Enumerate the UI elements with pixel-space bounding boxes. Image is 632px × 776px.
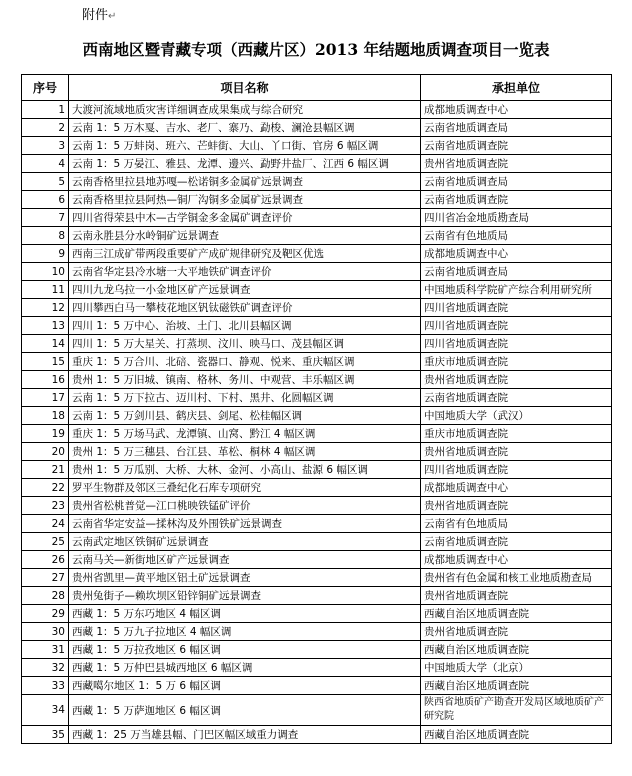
responsible-unit: 中国地质大学（武汉） (421, 407, 612, 425)
table-row (22, 605, 612, 623)
project-name: 贵州兔街子—赖坎坝区铅锌铜矿远景调查 (69, 587, 421, 605)
table-header-row (22, 75, 612, 101)
row-number: 21 (22, 461, 69, 479)
row-number: 30 (22, 623, 69, 641)
project-name: 西藏 1：5 万九子拉地区 4 幅区调 (69, 623, 421, 641)
table-row (22, 533, 612, 551)
responsible-unit: 云南省有色地质局 (421, 227, 612, 245)
responsible-unit: 中国地质大学（北京） (421, 659, 612, 677)
table-row (22, 659, 612, 677)
row-number: 6 (22, 191, 69, 209)
project-name: 贵州省松桃普觉—江口桃映铁锰矿评价 (69, 497, 421, 515)
row-number: 1 (22, 101, 69, 119)
table-row (22, 101, 612, 119)
project-table (21, 74, 612, 744)
project-name: 大渡河流域地质灾害详细调查成果集成与综合研究 (69, 101, 421, 119)
responsible-unit: 贵州省地质调查院 (421, 623, 612, 641)
responsible-unit: 重庆市地质调查院 (421, 353, 612, 371)
row-number: 2 (22, 119, 69, 137)
table-row (22, 623, 612, 641)
row-number: 20 (22, 443, 69, 461)
row-number: 5 (22, 173, 69, 191)
responsible-unit: 四川省地质调查院 (421, 335, 612, 353)
table-row (22, 425, 612, 443)
responsible-unit: 贵州省地质调查院 (421, 371, 612, 389)
row-number: 24 (22, 515, 69, 533)
row-number: 9 (22, 245, 69, 263)
row-number: 12 (22, 299, 69, 317)
project-name: 云南 1：5 万蚌岗、班六、芒蚌街、大山、丫口街、官房 6 幅区调 (69, 137, 421, 155)
project-name: 四川九龙乌拉一小金地区矿产远景调查 (69, 281, 421, 299)
project-name: 四川 1：5 万中心、治坡、土门、北川县幅区调 (69, 317, 421, 335)
row-number: 35 (22, 726, 69, 744)
project-name: 西南三江成矿带两段重要矿产成矿规律研究及靶区优选 (69, 245, 421, 263)
row-number: 26 (22, 551, 69, 569)
row-number: 25 (22, 533, 69, 551)
row-number: 14 (22, 335, 69, 353)
table-row (22, 317, 612, 335)
row-number: 33 (22, 677, 69, 695)
table-row (22, 245, 612, 263)
project-name: 云南 1：5 万木戛、吉水、老厂、寨乃、勐梭、澜沧县幅区调 (69, 119, 421, 137)
table-row (22, 335, 612, 353)
project-name: 四川攀西白马一攀枝花地区钒钛磁铁矿调查评价 (69, 299, 421, 317)
row-number: 17 (22, 389, 69, 407)
project-name: 四川 1：5 万大星关、打蒸坝、汶川、映马口、茂县幅区调 (69, 335, 421, 353)
responsible-unit: 贵州省有色金属和核工业地质勘查局 (421, 569, 612, 587)
table-row (22, 227, 612, 245)
responsible-unit: 云南省地质调查局 (421, 119, 612, 137)
responsible-unit: 四川省地质调查院 (421, 461, 612, 479)
table-row (22, 551, 612, 569)
row-number: 28 (22, 587, 69, 605)
row-number: 7 (22, 209, 69, 227)
table-row (22, 137, 612, 155)
table-row (22, 191, 612, 209)
responsible-unit: 西藏自治区地质调查院 (421, 641, 612, 659)
project-name: 四川省得荣县中木—古学铜金多金属矿调查评价 (69, 209, 421, 227)
table-row (22, 407, 612, 425)
row-number: 29 (22, 605, 69, 623)
responsible-unit: 成都地质调查中心 (421, 245, 612, 263)
project-name: 西藏噶尔地区 1：5 万 6 幅区调 (69, 677, 421, 695)
responsible-unit: 云南省地质调查院 (421, 389, 612, 407)
project-name: 贵州 1：5 万旧城、镇南、格林、务川、中观营、丰乐幅区调 (69, 371, 421, 389)
project-name: 云南永胜县分水岭铜矿远景调查 (69, 227, 421, 245)
row-number: 3 (22, 137, 69, 155)
project-name: 云南省华定安益—揉林沟及外围铁矿远景调查 (69, 515, 421, 533)
row-number: 8 (22, 227, 69, 245)
row-number: 15 (22, 353, 69, 371)
table-row (22, 695, 612, 726)
responsible-unit: 四川省地质调查院 (421, 317, 612, 335)
project-name: 西藏 1：5 万拉孜地区 6 幅区调 (69, 641, 421, 659)
responsible-unit: 贵州省地质调查院 (421, 497, 612, 515)
project-name: 云南省华定县冷水塘一大平地铁矿调查评价 (69, 263, 421, 281)
responsible-unit: 云南省地质调查局 (421, 263, 612, 281)
responsible-unit: 成都地质调查中心 (421, 479, 612, 497)
table-row (22, 461, 612, 479)
row-number: 32 (22, 659, 69, 677)
table-row (22, 155, 612, 173)
responsible-unit: 四川省地质调查院 (421, 299, 612, 317)
table-row (22, 263, 612, 281)
project-name: 云南香格里拉县地苏嘎—松诺铜多金属矿远景调查 (69, 173, 421, 191)
project-name: 西藏 1：5 万萨迦地区 6 幅区调 (69, 695, 421, 726)
attachment-label: 附件↵ (82, 8, 117, 23)
table-row (22, 641, 612, 659)
responsible-unit: 四川省冶金地质勘查局 (421, 209, 612, 227)
responsible-unit: 云南省地质调查院 (421, 533, 612, 551)
table-row (22, 371, 612, 389)
row-number: 31 (22, 641, 69, 659)
table-row (22, 209, 612, 227)
responsible-unit: 西藏自治区地质调查院 (421, 726, 612, 744)
row-number: 10 (22, 263, 69, 281)
project-name: 西藏 1：5 万仲巴县城西地区 6 幅区调 (69, 659, 421, 677)
responsible-unit: 中国地质科学院矿产综合利用研究所 (421, 281, 612, 299)
project-name: 云南武定地区铁铜矿远景调查 (69, 533, 421, 551)
project-name: 罗平生物群及邻区三叠纪化石库专项研究 (69, 479, 421, 497)
table-row (22, 173, 612, 191)
responsible-unit: 陕西省地质矿产勘查开发局区域地质矿产研究院 (421, 695, 612, 726)
column-header-no: 序号 (22, 75, 69, 101)
column-header-unit: 承担单位 (421, 75, 612, 101)
row-number: 13 (22, 317, 69, 335)
responsible-unit: 云南省地质调查局 (421, 173, 612, 191)
responsible-unit: 西藏自治区地质调查院 (421, 605, 612, 623)
table-row (22, 497, 612, 515)
row-number: 34 (22, 695, 69, 726)
project-name: 贵州 1：5 万瓜别、大桥、大林、金河、小高山、盐源 6 幅区调 (69, 461, 421, 479)
project-name: 重庆 1：5 万合川、北碚、瓷器口、静观、悦来、重庆幅区调 (69, 353, 421, 371)
project-name: 贵州省凯里—黄平地区铝土矿远景调查 (69, 569, 421, 587)
project-name: 西藏 1：5 万东巧地区 4 幅区调 (69, 605, 421, 623)
row-number: 16 (22, 371, 69, 389)
table-row (22, 515, 612, 533)
project-name: 西藏 1：25 万当雄县幅、门巴区幅区域重力调查 (69, 726, 421, 744)
responsible-unit: 云南省地质调查院 (421, 191, 612, 209)
responsible-unit: 成都地质调查中心 (421, 101, 612, 119)
row-number: 19 (22, 425, 69, 443)
responsible-unit: 贵州省地质调查院 (421, 443, 612, 461)
row-number: 23 (22, 497, 69, 515)
row-number: 11 (22, 281, 69, 299)
project-name: 重庆 1：5 万场马武、龙潭镇、山窝、黔江 4 幅区调 (69, 425, 421, 443)
row-number: 27 (22, 569, 69, 587)
responsible-unit: 西藏自治区地质调查院 (421, 677, 612, 695)
responsible-unit: 成都地质调查中心 (421, 551, 612, 569)
project-name: 云南 1：5 万剑川县、鹤庆县、剑尾、松桂幅区调 (69, 407, 421, 425)
responsible-unit: 贵州省地质调查院 (421, 155, 612, 173)
page-title: 西南地区暨青藏专项（西藏片区）2013 年结题地质调查项目一览表 (82, 40, 550, 59)
project-name: 贵州 1：5 万三穗县、台江县、革松、桐林 4 幅区调 (69, 443, 421, 461)
project-name: 云南马关—新街地区矿产远景调查 (69, 551, 421, 569)
table-row (22, 726, 612, 744)
project-name: 云南香格里拉县阿热—铜厂沟铜多金属矿远景调查 (69, 191, 421, 209)
table-row (22, 443, 612, 461)
table-row (22, 299, 612, 317)
row-number: 22 (22, 479, 69, 497)
table-row (22, 479, 612, 497)
table-row (22, 281, 612, 299)
table-row (22, 353, 612, 371)
responsible-unit: 贵州省地质调查院 (421, 587, 612, 605)
table-row (22, 677, 612, 695)
row-number: 18 (22, 407, 69, 425)
project-name: 云南 1：5 万下拉古、迈川村、下村、黑井、化圆幅区调 (69, 389, 421, 407)
row-number: 4 (22, 155, 69, 173)
responsible-unit: 云南省地质调查院 (421, 137, 612, 155)
table-row (22, 569, 612, 587)
table-row (22, 119, 612, 137)
responsible-unit: 重庆市地质调查院 (421, 425, 612, 443)
table-row (22, 587, 612, 605)
responsible-unit: 云南省有色地质局 (421, 515, 612, 533)
column-header-name: 项目名称 (69, 75, 421, 101)
project-name: 云南 1：5 万晏江、雅县、龙潭、邊兴、勐野井盐厂、江西 6 幅区调 (69, 155, 421, 173)
table-row (22, 389, 612, 407)
